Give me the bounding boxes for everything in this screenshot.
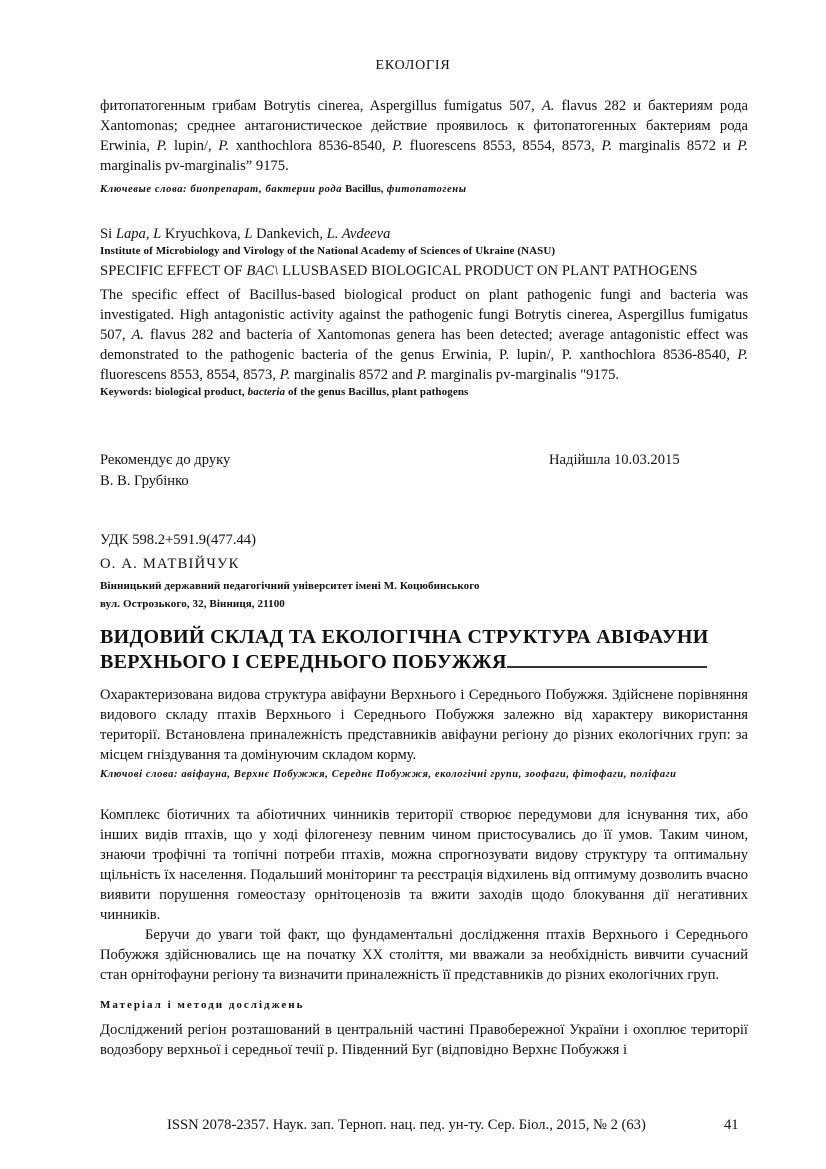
keywords-ru-label: Ключевые слова: биопрепарат, бактерии рода	[100, 184, 343, 195]
article-keywords: Ключові слова: авіфауна, Верхнє Побужжя, Середнє Побужжя, екологічні групи, зоофаги, фітофаги, поліфаги	[100, 769, 677, 780]
section-heading: Матеріал і методи досліджень	[100, 999, 305, 1011]
italic-run: P.	[601, 138, 613, 154]
keywords-ru-genus: Bacillus,	[345, 184, 384, 195]
italic-run: Lapa,	[115, 226, 150, 242]
italic-run: P.	[279, 367, 291, 383]
text-run: fluorescens 8553, 8554, 8573,	[100, 367, 280, 383]
italic-run: L. Avdeeva	[326, 226, 391, 242]
text-run: fluorescens 8553, 8554, 8573,	[402, 138, 602, 154]
affiliation-line2: вул. Острозького, 32, Вінниця, 21100	[100, 598, 285, 610]
journal-citation: ISSN 2078-2357. Наук. зап. Терноп. нац. пед. ун-ту. Сер. Біол., 2015, № 2 (63)	[167, 1117, 646, 1133]
prev-title-en	[100, 262, 748, 280]
text-run: marginalis pv-marginalis "9175.	[427, 367, 620, 383]
paragraph-intro-2: Беручи до уваги той факт, що фундаментальні дослідження птахів Верхнього і Середнього Побужжя здійснювались ще на початку XX століття, ми вважали за необхідність вивчити сучасний стан орнітофауни регіону та визначити приналежність її представників до різних екологічних груп.	[100, 927, 748, 983]
text-run: Kryuchkova,	[161, 226, 245, 242]
received-date: Надійшла 10.03.2015	[549, 452, 680, 468]
recommended-label: Рекомендує до друку	[100, 452, 231, 468]
keywords-en-italic: bacteria	[247, 386, 286, 398]
title-line2-wrap	[100, 650, 748, 675]
article-abstract: Охарактеризована видова структура авіфауни Верхнього і Середнього Побужжя. Здійснене порівняння видового складу птахів Верхнього і Середнього Побужжя залежно від характеру використання території. Встановлена приналежність представників авіфауни регіону до різних екологічних груп: за місцем гніздування та домінуючим складом корму.	[100, 687, 748, 763]
title-en-part2: LLUSBASED BIOLOGICAL PRODUCT ON PLANT PATHOGENS	[278, 263, 698, 279]
prev-authors-en	[100, 225, 748, 243]
italic-run: P.	[416, 367, 428, 383]
paragraph-methods: Досліджений регіон розташований в центральній частині Правобережної України і охоплює території водозбору верхньої і середньої течії р. Південний Буг (відповідно Верхнє Побужжя і	[100, 1022, 748, 1058]
prev-keywords-en	[100, 385, 748, 399]
prev-keywords-ru	[100, 183, 748, 197]
article-author: О. А. МАТВІЙЧУК	[100, 556, 240, 572]
article-title	[100, 625, 748, 675]
text-run: Si	[100, 226, 116, 242]
udc-code: УДК 598.2+591.9(477.44)	[100, 532, 256, 548]
keywords-en-label: Keywords: biological product,	[100, 386, 245, 398]
page-number: 41	[724, 1117, 739, 1133]
italic-run: A.	[131, 327, 145, 343]
italic-run: P.	[737, 347, 748, 363]
recommended-by: В. В. Грубінко	[100, 473, 189, 489]
affiliation-line1: Вінницький державний педагогічний університет імені М. Коцюбинського	[100, 580, 480, 592]
text-run: lupin/,	[167, 138, 219, 154]
prev-abstract-ru	[100, 96, 748, 176]
italic-run: P.	[156, 138, 168, 154]
italic-run: A.	[541, 98, 555, 114]
text-run: marginalis pv-marginalis” 9175.	[100, 158, 289, 174]
keywords-ru-tail: фитопатогены	[386, 184, 467, 195]
text-run: The specific effect of Bacillus-based biological product on plant pathogenic fungi and bacteria was investigated. High antagonistic activity against the pathogenic fungi Botrytis cinerea, Aspergillus fumigatus 507,	[100, 287, 748, 343]
italic-run: P.	[737, 138, 749, 154]
prev-institution-en: Institute of Microbiology and Virology of the National Academy of Sciences of Ukraine (NASU)	[100, 245, 556, 257]
text-run: flavus 282 и бактериям рода Xantomonas; среднее антагонистическое действие проявилось к фитопатогенных бактериям рода Erwinia,	[100, 98, 748, 154]
italic-run: L	[244, 226, 253, 242]
italic-run: P.	[392, 138, 403, 154]
title-underline	[507, 650, 707, 668]
title-en-italic: BAC\	[246, 263, 279, 279]
text-run: flavus 282 and bacteria of Xantomonas genera has been detected; average antagonistic effect was demonstrated to the pathogenic bacteria of the genus Erwinia, P. lupin/, P. xanthochlora 8536-8540,	[100, 327, 748, 363]
running-header: ЕКОЛОГІЯ	[375, 58, 451, 73]
text-run: фитопатогенным грибам Botrytis cinerea, Aspergillus fumigatus 507,	[100, 98, 542, 114]
text-run: Dankevich,	[252, 226, 327, 242]
text-run: marginalis 8572 and	[290, 367, 417, 383]
italic-run: P.	[218, 138, 230, 154]
prev-abstract-en	[100, 285, 748, 385]
keywords-en-tail: of the genus Bacillus, plant pathogens	[287, 386, 469, 398]
text-run: xanthochlora 8536-8540,	[229, 138, 393, 154]
italic-run: L	[153, 226, 162, 242]
text-run: marginalis 8572 и	[612, 138, 738, 154]
title-line1: ВИДОВИЙ СКЛАД ТА ЕКОЛОГІЧНА СТРУКТУРА АВІФАУНИ	[100, 626, 709, 648]
paragraph-intro-1: Комплекс біотичних та абіотичних чинників території створює передумови для існування тих, або інших видів птахів, що у ході філогенезу певним чином пристосувались до її умов. Таким чином, знаючи трофічні та топічні потреби птахів, можна спрогнозувати видову структуру та оптимальну щільність їх населення. Подальший моніторинг та реєстрація відхилень від оптимуму дозволить вчасно виявити порушення гомеостазу орнітоценозів та вжити заходів щодо блокування дії негативних чинників.	[100, 807, 748, 923]
title-en-part1: SPECIFIC EFFECT OF	[100, 263, 247, 279]
title-line2: ВЕРХНЬОГО І СЕРЕДНЬОГО ПОБУЖЖЯ	[100, 651, 507, 673]
